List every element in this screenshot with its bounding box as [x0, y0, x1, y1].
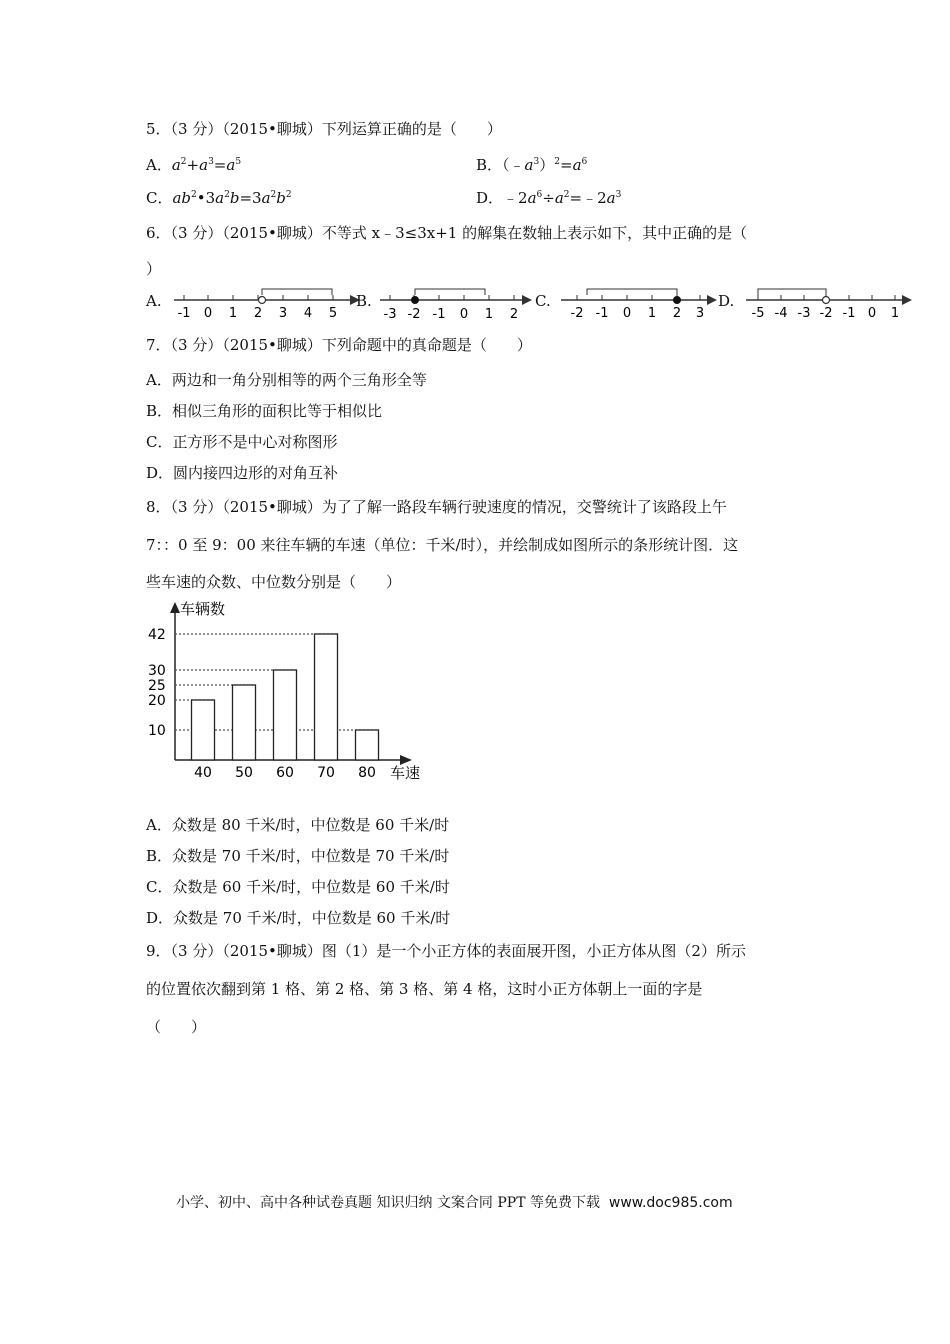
q5-option-a: A．$a^2+a^3=a^5$	[146, 156, 242, 174]
tick-label: 0	[459, 307, 469, 322]
q5-option-b: B．$(﹣a^3)^2=a^6$	[476, 156, 588, 174]
tick-label: 3	[278, 306, 288, 321]
open-point	[259, 297, 266, 304]
y-tick-label: 10	[148, 723, 166, 739]
q7-option-b: B．相似三角形的面积比等于相似比	[146, 402, 383, 420]
tick-label: 5	[328, 306, 338, 321]
q6-option-a-label: A.	[146, 292, 162, 310]
tick-label: 1	[647, 306, 657, 321]
q7-option-d: D．圆内接四边形的对角互补	[146, 464, 339, 482]
tick-label: -3	[383, 307, 397, 322]
bar	[356, 730, 379, 760]
closed-point	[412, 297, 419, 304]
tick-label: 1	[890, 306, 900, 321]
footer-text: 小学、初中、高中各种试卷真题 知识归纳 文案合同 PPT 等免费下载	[176, 1195, 600, 1211]
tick-label: 2	[253, 306, 263, 321]
q8-option-a: A．众数是 80 千米/时，中位数是 60 千米/时	[146, 816, 450, 834]
tick-label: -3	[797, 306, 811, 321]
solution-bracket	[262, 289, 332, 295]
q6-stem: 6．（3 分）（2015•聊城）不等式 x﹣3≤3x+1 的解集在数轴上表示如下，其中正确的是（	[146, 224, 748, 242]
tick-label: -1	[432, 307, 446, 322]
q6-number-line-d	[742, 284, 920, 324]
y-axis-arrow	[170, 602, 180, 613]
x-axis-label: 车速	[390, 764, 421, 782]
tick-label: -2	[819, 306, 833, 321]
q8-stem-line-3: 些车速的众数、中位数分别是（ ）	[146, 573, 402, 591]
tick-label: 2	[509, 307, 519, 322]
closed-point	[674, 297, 681, 304]
solution-bracket	[415, 289, 485, 295]
tick-label: -1	[842, 306, 856, 321]
y-tick-label: 42	[148, 627, 166, 643]
q9-stem-line-1: 9．（3 分）（2015•聊城）图（1）是一个小正方体的表面展开图，小正方体从图（2）所示	[146, 942, 746, 960]
q9-stem-line-3: （ ）	[146, 1018, 207, 1036]
q5-option-d: D．$﹣2a^6\div a^2=﹣2a^3$	[476, 189, 622, 207]
x-tick-label: 70	[317, 765, 335, 781]
tick-label: 0	[867, 306, 877, 321]
q8-stem-line-1: 8．（3 分）（2015•聊城）为了了解一路段车辆行驶速度的情况，交警统计了该路段上午	[146, 498, 727, 516]
tick-label: 0	[622, 306, 632, 321]
x-tick-label: 80	[358, 765, 376, 781]
q8-option-b: B．众数是 70 千米/时，中位数是 70 千米/时	[146, 847, 450, 865]
bar	[274, 670, 297, 760]
tick-label: -1	[595, 306, 609, 321]
bar-chart	[140, 596, 440, 786]
tick-label: 1	[228, 306, 238, 321]
q6-number-line-a	[170, 284, 370, 324]
q8-option-d: D．众数是 70 千米/时，中位数是 60 千米/时	[146, 909, 451, 927]
footer-link[interactable]: www.doc985.com	[608, 1195, 733, 1211]
q6-number-line-c	[557, 284, 727, 324]
tick-label: -4	[774, 306, 788, 321]
bar	[315, 634, 338, 760]
q6-stem-end: ）	[146, 260, 162, 278]
q8-option-c: C．众数是 60 千米/时，中位数是 60 千米/时	[146, 878, 450, 896]
q9-stem-line-2: 的位置依次翻到第 1 格、第 2 格、第 3 格、第 4 格，这时小正方体朝上一面的字是	[146, 980, 703, 998]
x-tick-label: 60	[276, 765, 294, 781]
tick-label: 1	[484, 307, 494, 322]
q6-number-line-b	[376, 284, 536, 324]
q7-stem: 7．（3 分）（2015•聊城）下列命题中的真命题是（ ）	[146, 336, 532, 354]
open-point	[823, 297, 830, 304]
q5-stem: 5．（3 分）（2015•聊城）下列运算正确的是（ ）	[146, 120, 502, 138]
tick-label: -1	[177, 306, 191, 321]
tick-label: 2	[672, 306, 682, 321]
tick-label: -2	[407, 307, 421, 322]
q7-option-a: A．两边和一角分别相等的两个三角形全等	[146, 371, 427, 389]
tick-label: -5	[751, 306, 765, 321]
q7-option-c: C．正方形不是中心对称图形	[146, 433, 338, 451]
tick-label: 0	[203, 306, 213, 321]
y-tick-label: 20	[148, 693, 166, 709]
y-tick-label: 30	[148, 663, 166, 679]
q6-option-d-label: D.	[718, 292, 735, 310]
q5-option-c: C．$ab^2•3a^2b=3a^2b^2$	[146, 189, 292, 207]
tick-label: 4	[303, 306, 313, 321]
q8-stem-line-2: 7：：0 至 9：00 来往车辆的车速（单位：千米/时），并绘制成如图所示的条形统计图．这	[146, 536, 739, 554]
bar	[233, 685, 256, 760]
solution-bracket	[587, 289, 677, 295]
x-tick-label: 50	[235, 765, 253, 781]
solution-bracket	[758, 289, 826, 295]
q6-option-b-label: B.	[356, 292, 372, 310]
tick-label: 3	[695, 306, 705, 321]
footer	[176, 1192, 733, 1212]
tick-label: -2	[570, 306, 584, 321]
y-tick-label: 25	[148, 678, 166, 694]
y-axis-label: 车辆数	[180, 600, 226, 618]
x-tick-label: 40	[194, 765, 212, 781]
q6-option-c-label: C.	[535, 292, 551, 310]
bar	[192, 700, 215, 760]
